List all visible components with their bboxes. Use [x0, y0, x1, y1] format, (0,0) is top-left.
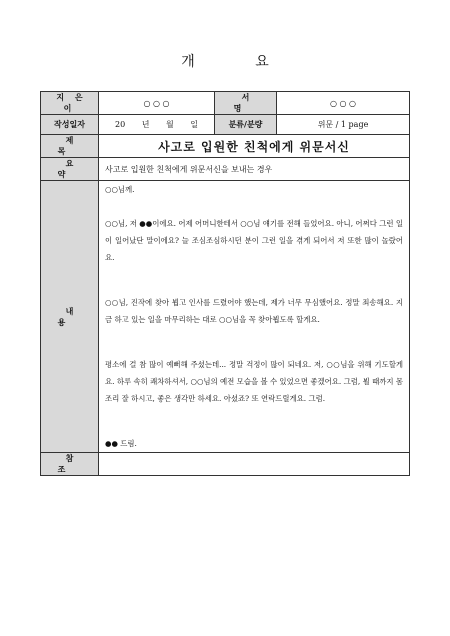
reference-value[interactable] — [99, 453, 410, 476]
overview-form — [40, 91, 410, 476]
letter-greeting: ○○님께. — [105, 185, 135, 194]
recipient-value[interactable]: ○ ○ ○ — [277, 92, 410, 115]
summary-value[interactable]: 사고로 입원한 친척에게 위문서신을 보내는 경우 — [99, 158, 410, 181]
row-content — [41, 181, 410, 453]
summary-label: 요 약 — [41, 158, 99, 181]
category-value[interactable]: 위문 / 1 page — [277, 115, 410, 135]
row-subject — [41, 135, 410, 158]
date-value[interactable]: 20 년 월 일 — [99, 115, 215, 135]
letter-signature: ●● 드림. — [105, 439, 137, 448]
row-author — [41, 92, 410, 115]
author-label: 지 은 이 — [41, 92, 99, 115]
author-value[interactable]: ○ ○ ○ — [99, 92, 215, 115]
date-label: 작성일자 — [41, 115, 99, 135]
letter-paragraph-2: ○○님, 진작에 찾아 뵙고 인사를 드렸어야 했는데, 제가 너무 무심했어요. 정말 죄송해요. 지금 하고 있는 일을 마무리하는 대로 ○○님을 꼭 찾아뵙도록 할게요. — [105, 298, 403, 324]
content-body[interactable] — [99, 181, 410, 453]
row-summary — [41, 158, 410, 181]
content-label: 내 용 — [41, 181, 99, 453]
page-title: 개 요 — [181, 54, 297, 70]
subject-label: 제 목 — [41, 135, 99, 158]
reference-label: 참 조 — [41, 453, 99, 476]
row-reference — [41, 453, 410, 476]
category-label: 분류/분량 — [215, 115, 277, 135]
recipient-label: 서 명 — [215, 92, 277, 115]
subject-value[interactable]: 사고로 입원한 친척에게 위문서신 — [99, 135, 410, 158]
row-date — [41, 115, 410, 135]
letter-paragraph-3: 평소에 걸 참 많이 예뻐해 주셨는데... 정말 걱정이 많이 되네요. 저, ○○님을 위해 기도할게요. 하루 속히 쾌차하셔서, ○○님의 예전 모습을 볼 수 있었으면 좋겠어요. 그럼, 뵐 때까지 몸조리 잘 하시고, 좋은 생각만 하세요. 아셨죠? 또 연락드릴게요. 그럼. — [105, 360, 403, 403]
letter-paragraph-1: ○○님, 저 ●●이에요. 어제 어머니한테서 ○○님 얘기를 전해 들었어요. 아니, 어쩌다 그런 일이 일어났단 말이에요? 늘 조심조심하시던 분이 그런 일을 겪게 되어서 저 또한 많이 놀랐어요. — [105, 219, 403, 262]
